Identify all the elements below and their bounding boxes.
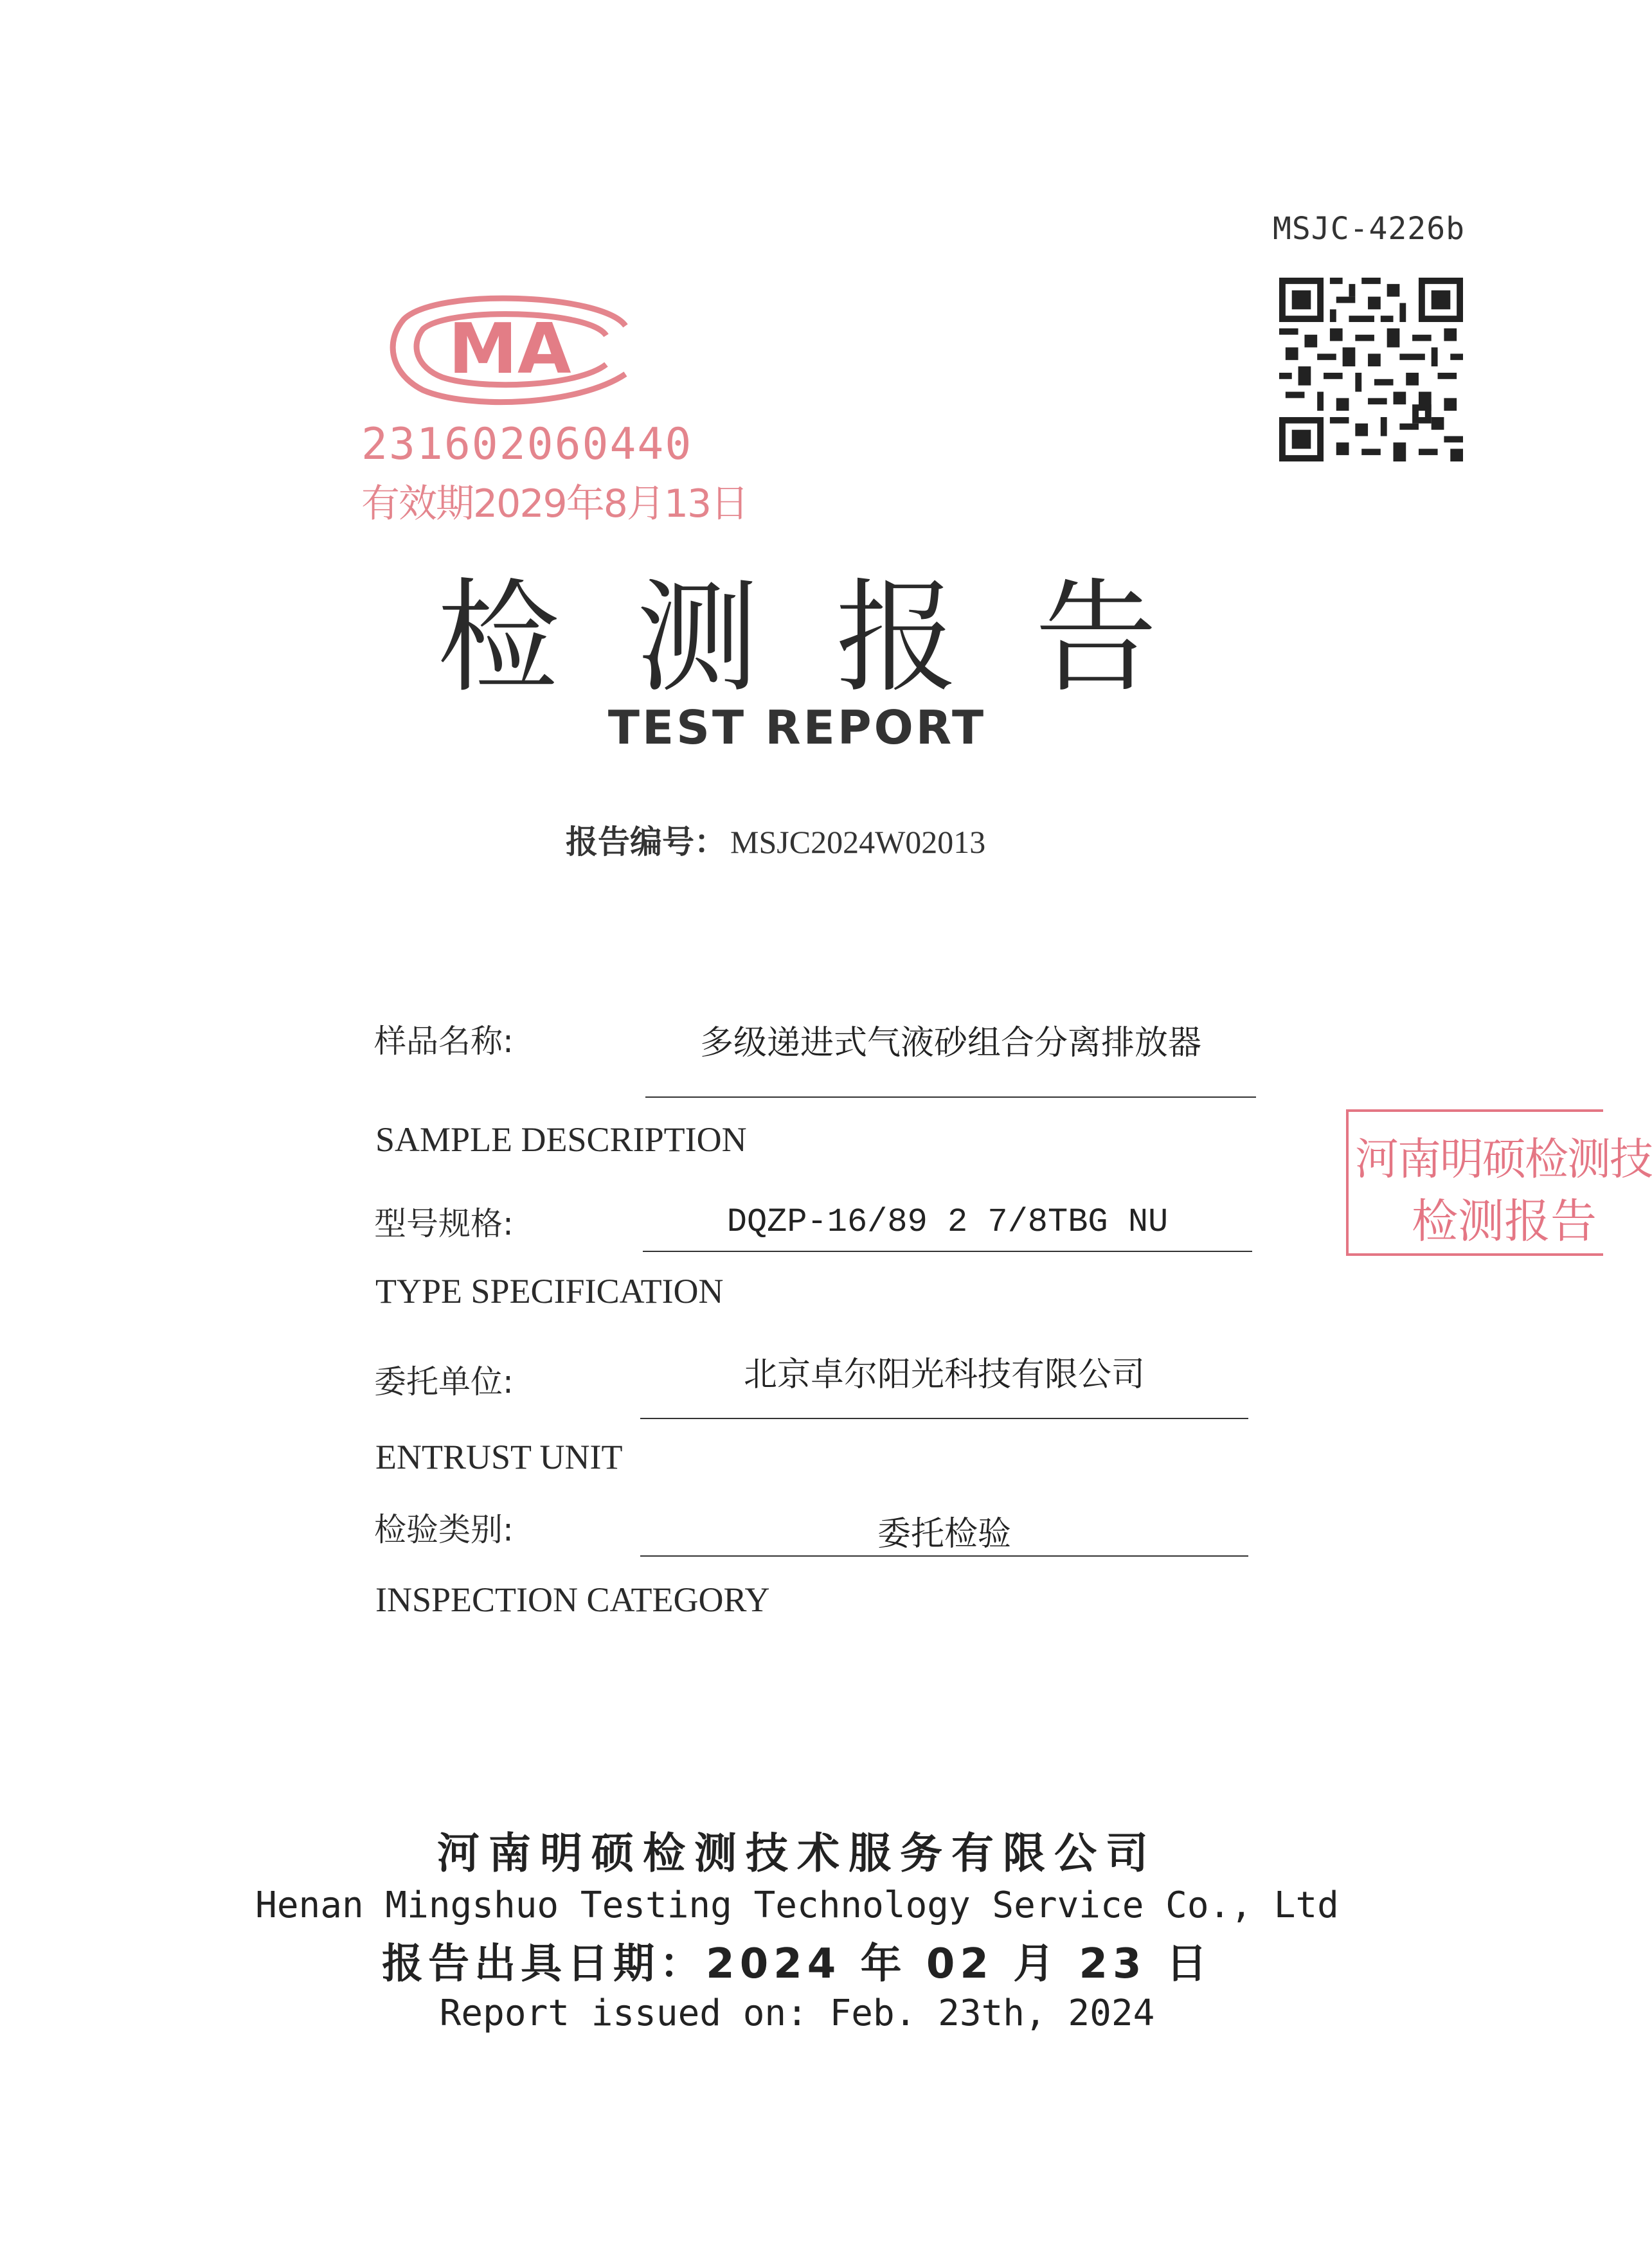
type-spec-underline (643, 1251, 1252, 1252)
report-number (566, 816, 985, 863)
inspection-category-label-en: INSPECTION CATEGORY (375, 1580, 770, 1619)
sample-name-label-en: SAMPLE DESCRIPTION (375, 1120, 747, 1159)
issue-date-english: Report issued on: Feb. 23th, 2024 (439, 1992, 1155, 2034)
company-name-chinese: 河南明硕检测技术服务有限公司 (437, 1829, 1157, 1878)
sample-name-underline (645, 1096, 1256, 1098)
company-seal-stamp (1346, 1109, 1652, 1256)
type-spec-label-cn: 型号规格: (374, 1205, 514, 1242)
company-name-english: Henan Mingshuo Testing Technology Service Co., Ltd (255, 1884, 1339, 1926)
sample-name-value: 多级递进式气液砂组合分离排放器 (699, 1024, 1201, 1062)
type-spec-value: DQZP-16/89 2 7/8TBG NU (726, 1203, 1169, 1241)
seal-line-report: 检测报告 (1412, 1194, 1597, 1248)
ma-valid-until: 有效期2029年8月13日 (361, 481, 748, 526)
seal-line-company: 河南明硕检测技 (1355, 1134, 1652, 1185)
title-chinese: 检测报告 (436, 567, 1234, 709)
issue-date-chinese: 报告出具日期：2024 年 02 月 23 日 (382, 1940, 1212, 1988)
inspection-category-underline (640, 1555, 1248, 1557)
title-english: TEST REPORT (607, 701, 987, 755)
report-number-label: 报告编号： (566, 823, 726, 861)
entrust-unit-value: 北京卓尔阳光科技有限公司 (743, 1355, 1145, 1394)
inspection-category-value: 委托检验 (877, 1515, 1011, 1553)
qr-code-icon (1279, 278, 1463, 461)
ma-certificate-number: 231602060440 (361, 419, 693, 470)
ma-logo-text: MA (448, 309, 571, 389)
entrust-unit-underline (640, 1418, 1248, 1419)
report-number-value: MSJC2024W02013 (730, 824, 986, 860)
inspection-category-label-cn: 检验类别: (374, 1511, 514, 1548)
cma-logo-icon (384, 291, 635, 406)
document-code: MSJC-4226b (1273, 211, 1465, 247)
type-spec-label-en: TYPE SPECIFICATION (375, 1272, 724, 1310)
entrust-unit-label-cn: 委托单位: (374, 1363, 514, 1400)
sample-name-label-cn: 样品名称: (374, 1023, 514, 1060)
entrust-unit-label-en: ENTRUST UNIT (375, 1438, 623, 1476)
